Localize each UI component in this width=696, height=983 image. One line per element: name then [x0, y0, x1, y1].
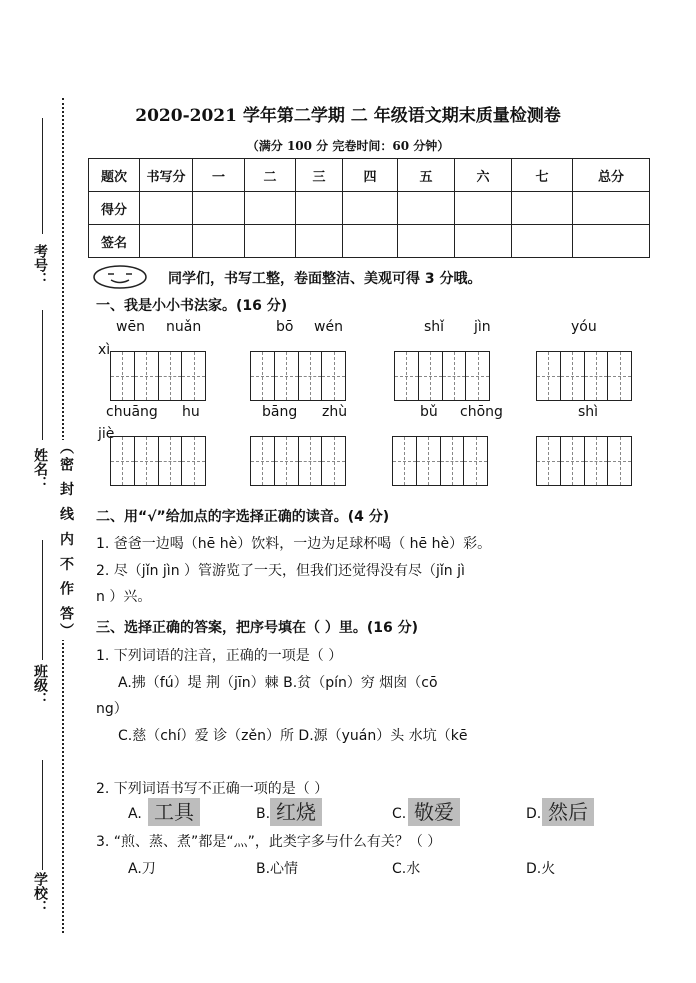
option: D.火 [526, 861, 556, 877]
pinyin: chōng [460, 404, 503, 420]
option: C.水 [392, 861, 421, 877]
header-cell: 四 [343, 159, 398, 192]
options-3-1-ab-cont: ng） [96, 701, 128, 717]
writing-notice: 同学们，书写工整，卷面整洁、美观可得 3 分哦。 [168, 271, 482, 287]
pinyin: zhù [322, 404, 348, 420]
handwritten-word: 敬爱 [408, 798, 460, 826]
option-label: D. [526, 806, 542, 822]
class-line [42, 540, 43, 660]
option: A.刀 [128, 861, 156, 877]
class-label: 班级： [32, 664, 48, 706]
signature-cell[interactable] [343, 225, 398, 258]
header-cell: 总分 [573, 159, 650, 192]
row-label: 得分 [89, 192, 140, 225]
question-2-2-cont: n ）兴。 [96, 589, 152, 605]
page-title: 2020-2021 学年第二学期 二 年级语文期末质量检测卷 [135, 106, 561, 126]
pinyin: bāng [262, 404, 298, 420]
writing-grid[interactable] [536, 436, 632, 486]
signature-cell[interactable] [296, 225, 343, 258]
pinyin: chuāng [106, 404, 158, 420]
score-cell[interactable] [455, 192, 512, 225]
signature-cell[interactable] [193, 225, 245, 258]
smiley-icon [92, 265, 148, 289]
score-row [89, 192, 650, 225]
school-line [42, 760, 43, 870]
options-3-1-ab: A.拂（fú）堤 荆（jīn）棘 B.贫（pín）穷 烟囱（cō [118, 675, 438, 691]
signature-cell[interactable] [573, 225, 650, 258]
score-cell[interactable] [398, 192, 455, 225]
writing-grid[interactable] [392, 436, 488, 486]
question-3-1: 1. 下列词语的注音，正确的一项是（ ） [96, 648, 343, 664]
handwritten-word: 红烧 [270, 798, 322, 826]
option-label: A. [128, 806, 142, 822]
pinyin: hu [182, 404, 200, 420]
option-label: B. [256, 806, 271, 822]
pinyin: bō [276, 319, 294, 335]
exam-no-line [42, 118, 43, 234]
score-cell[interactable] [193, 192, 245, 225]
section2-title: 二、用“√”给加点的字选择正确的读音。(4 分) [96, 509, 390, 525]
writing-grid[interactable] [536, 351, 632, 401]
score-cell[interactable] [573, 192, 650, 225]
pinyin: nuǎn [166, 319, 202, 335]
pinyin: jiè [98, 426, 115, 442]
score-cell[interactable] [296, 192, 343, 225]
writing-grid[interactable] [250, 436, 346, 486]
question-3-2: 2. 下列词语书写不正确一项的是（ ） [96, 781, 329, 797]
signature-cell[interactable] [455, 225, 512, 258]
handwritten-word: 然后 [542, 798, 594, 826]
signature-row [89, 225, 650, 258]
name-line [42, 310, 43, 440]
writing-grid[interactable] [394, 351, 490, 401]
option-label: C. [392, 806, 407, 822]
header-cell: 三 [296, 159, 343, 192]
header-cell: 五 [398, 159, 455, 192]
pinyin: wén [314, 319, 343, 335]
score-cell[interactable] [512, 192, 573, 225]
pinyin: xì [98, 342, 111, 358]
page-subtitle: （满分 100 分 完卷时间：60 分钟） [246, 139, 450, 153]
pinyin: shǐ [424, 319, 445, 335]
score-cell[interactable] [245, 192, 296, 225]
school-label: 学校： [32, 872, 48, 914]
signature-cell[interactable] [512, 225, 573, 258]
pinyin: bǔ [420, 404, 438, 420]
writing-grid[interactable] [110, 436, 206, 486]
header-cell: 题次 [89, 159, 140, 192]
pinyin: jìn [474, 319, 491, 335]
section3-title: 三、选择正确的答案，把序号填在（ ）里。(16 分) [96, 620, 419, 636]
question-2-1: 1. 爸爸一边喝（hē hè）饮料，一边为足球杯喝（ hē hè）彩。 [96, 536, 492, 552]
exam-no-label: 考号： [32, 244, 48, 286]
header-cell: 二 [245, 159, 296, 192]
pinyin: wēn [116, 319, 145, 335]
name-label: 姓名： [32, 448, 48, 490]
pinyin: shì [578, 404, 599, 420]
header-cell: 六 [455, 159, 512, 192]
question-2-2: 2. 尽（jǐn jìn ）管游览了一天，但我们还觉得没有尽（jǐn jì [96, 563, 465, 579]
score-cell[interactable] [343, 192, 398, 225]
header-cell: 书写分 [140, 159, 193, 192]
row-label: 签名 [89, 225, 140, 258]
question-3-3: 3. “煎、蒸、煮”都是“灬”，此类字多与什么有关？（ ） [96, 834, 442, 850]
seal-notice: （密 封 线 内 不 作 答） [58, 440, 74, 641]
signature-cell[interactable] [245, 225, 296, 258]
score-table [88, 158, 650, 258]
pinyin: yóu [571, 319, 597, 335]
signature-cell[interactable] [140, 225, 193, 258]
options-3-1-cd: C.慈（chí）爱 诊（zěn）所 D.源（yuán）头 水坑（kē [118, 728, 468, 744]
header-cell: 一 [193, 159, 245, 192]
option: B.心情 [256, 861, 299, 877]
section1-title: 一、我是小小书法家。(16 分) [96, 298, 288, 314]
header-cell: 七 [512, 159, 573, 192]
writing-grid[interactable] [110, 351, 206, 401]
score-cell[interactable] [140, 192, 193, 225]
handwritten-word: 工具 [148, 798, 200, 826]
signature-cell[interactable] [398, 225, 455, 258]
writing-grid[interactable] [250, 351, 346, 401]
score-table-header-row [89, 159, 650, 192]
